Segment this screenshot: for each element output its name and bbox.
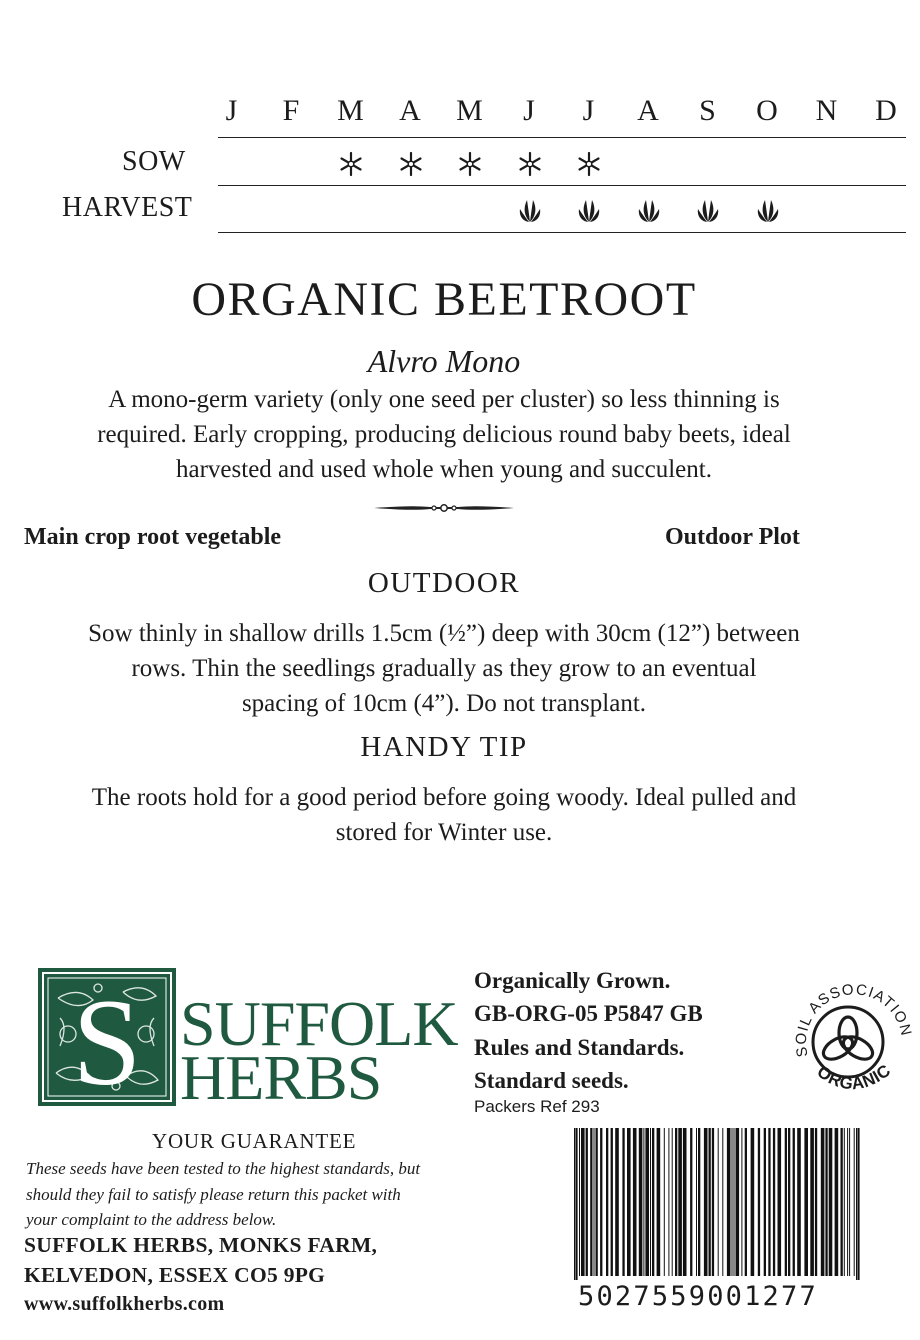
tip-line: The roots hold for a good period before going woody. Ideal pulled and <box>91 784 797 811</box>
calendar-rule <box>218 185 906 186</box>
month-letter: A <box>399 94 422 127</box>
asterisk-icon <box>337 150 365 178</box>
cert-line: GB-ORG-05 P5847 GB <box>474 1001 703 1026</box>
asterisk-icon <box>516 150 544 178</box>
logo-word-herbs: HERBS <box>180 1042 382 1113</box>
cert-line: Organically Grown. <box>474 968 671 993</box>
guarantee-heading: YOUR GUARANTEE <box>152 1129 357 1153</box>
address-line: KELVEDON, ESSEX CO5 9PG <box>24 1263 326 1287</box>
description-line: harvested and used whole when young and succulent. <box>176 456 712 483</box>
soil-association-organic-badge <box>790 978 918 1106</box>
cert-line: Rules and Standards. <box>474 1035 685 1060</box>
product-description <box>20 382 868 487</box>
leaf-sprig-icon <box>575 196 603 224</box>
website-link[interactable]: www.suffolkherbs.com <box>24 1293 225 1315</box>
asterisk-icon <box>575 150 603 178</box>
logo-ornate-s-icon <box>38 968 176 1106</box>
plot-type-label: Outdoor Plot <box>665 524 800 550</box>
guarantee-line: should they fail to satisfy please return this packet with <box>26 1184 401 1204</box>
svg-text:ORGANIC <box>814 1061 895 1094</box>
logo-word-suffolk: SUFFOLK <box>180 988 458 1059</box>
harvest-label: HARVEST <box>62 192 193 223</box>
asterisk-icon <box>397 150 425 178</box>
address-line: SUFFOLK HERBS, MONKS FARM, <box>24 1233 378 1257</box>
instruction-line: spacing of 10cm (4”). Do not transplant. <box>241 690 647 717</box>
sow-label: SOW <box>122 146 186 177</box>
month-letter: D <box>875 94 898 127</box>
leaf-sprig-icon <box>694 196 722 224</box>
cert-line: Standard seeds. <box>474 1068 629 1093</box>
month-letter: J <box>582 94 596 127</box>
month-letter: A <box>637 94 660 127</box>
month-letter: O <box>756 94 779 127</box>
description-line: required. Early cropping, producing delicious round baby beets, ideal <box>97 421 791 448</box>
tip-line: stored for Winter use. <box>335 819 553 846</box>
instruction-line: rows. Thin the seedlings gradually as they grow to an eventual <box>131 655 757 682</box>
badge-arc-text: SOIL ASSOCIATION <box>792 981 915 1059</box>
calendar-rule <box>218 232 906 233</box>
calendar-rule <box>218 137 906 138</box>
instruction-line: Sow thinly in shallow drills 1.5cm (½”) deep with 30cm (12”) between <box>88 620 800 647</box>
guarantee-line: These seeds have been tested to the highest standards, but <box>26 1159 421 1178</box>
month-letter: J <box>225 94 239 127</box>
description-line: A mono-germ variety (only one seed per cluster) so less thinning is <box>108 386 780 413</box>
month-letter: J <box>523 94 536 127</box>
outdoor-heading: OUTDOOR <box>367 567 521 599</box>
crop-type-label: Main crop root vegetable <box>24 524 282 550</box>
month-letter: N <box>815 94 839 127</box>
svg-text:S: S <box>72 974 142 1106</box>
handy-tip-heading: HANDY TIP <box>360 731 528 763</box>
leaf-sprig-icon <box>635 196 663 224</box>
month-letter: S <box>699 94 717 127</box>
variety-name: Alvro Mono <box>367 343 521 379</box>
guarantee-text <box>26 1156 506 1233</box>
handy-tip-text <box>20 780 868 850</box>
ornament-divider <box>372 500 516 516</box>
packers-ref: Packers Ref 293 <box>474 1097 600 1116</box>
asterisk-icon <box>456 150 484 178</box>
leaf-sprig-icon <box>516 196 544 224</box>
barcode <box>572 1128 864 1280</box>
product-title: ORGANIC BEETROOT <box>191 273 697 326</box>
outdoor-instructions <box>20 616 868 721</box>
month-letter: F <box>282 94 301 127</box>
month-letter: M <box>337 94 365 127</box>
badge-organic-text: ORGANIC <box>813 1060 895 1094</box>
leaf-sprig-icon <box>754 196 782 224</box>
month-letter: M <box>456 94 484 127</box>
barcode-number: 5027559001277 <box>578 1281 818 1312</box>
guarantee-line: your complaint to the address below. <box>26 1210 277 1229</box>
